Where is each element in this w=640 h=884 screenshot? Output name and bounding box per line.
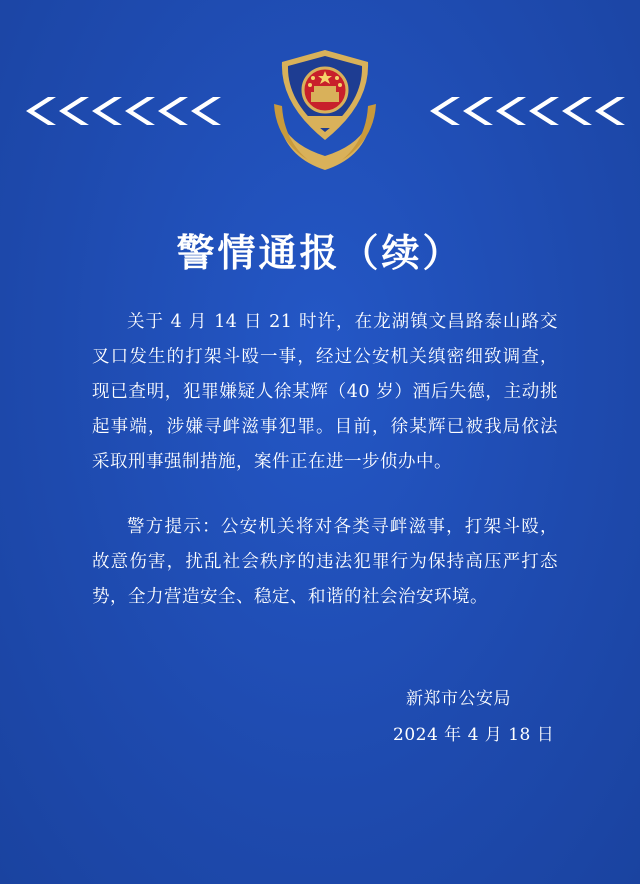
page-title: 警情通报（续）	[176, 231, 464, 275]
police-emblem-icon	[268, 44, 382, 172]
chevron-icon	[92, 94, 123, 128]
chevron-icon	[463, 94, 494, 128]
right-chevron-row	[430, 94, 626, 128]
chevron-icon	[191, 94, 222, 128]
chevron-icon	[158, 94, 189, 128]
chevron-icon	[430, 94, 461, 128]
chevron-icon	[125, 94, 156, 128]
chevron-icon	[496, 94, 527, 128]
chevron-icon	[529, 94, 560, 128]
chevron-icon	[26, 94, 57, 128]
chevron-icon	[59, 94, 90, 128]
chevron-icon	[595, 94, 626, 128]
chevron-icon	[562, 94, 593, 128]
issue-date: 2024 年 4 月 18 日	[393, 725, 555, 745]
warning-paragraph: 警方提示：公安机关将对各类寻衅滋事，打架斗殴，故意伤害，扰乱社会秩序的违法犯罪行为保持高压严打态势，全力营造安全、稳定、和谐的社会治安环境。	[92, 517, 558, 607]
issuing-organization: 新郑市公安局	[406, 689, 511, 709]
left-chevron-row	[26, 94, 222, 128]
report-paragraph: 关于 4 月 14 日 21 时许，在龙湖镇文昌路泰山路交叉口发生的打架斗殴一事，经过公安机关缜密细致调查，现已查明，犯罪嫌疑人徐某辉（40 岁）酒后失德，主动挑起事端，涉嫌寻衅滋事犯罪。目前，徐某辉已被我局依法采取刑事强制措施，案件正在进一步侦办中。	[92, 312, 558, 472]
